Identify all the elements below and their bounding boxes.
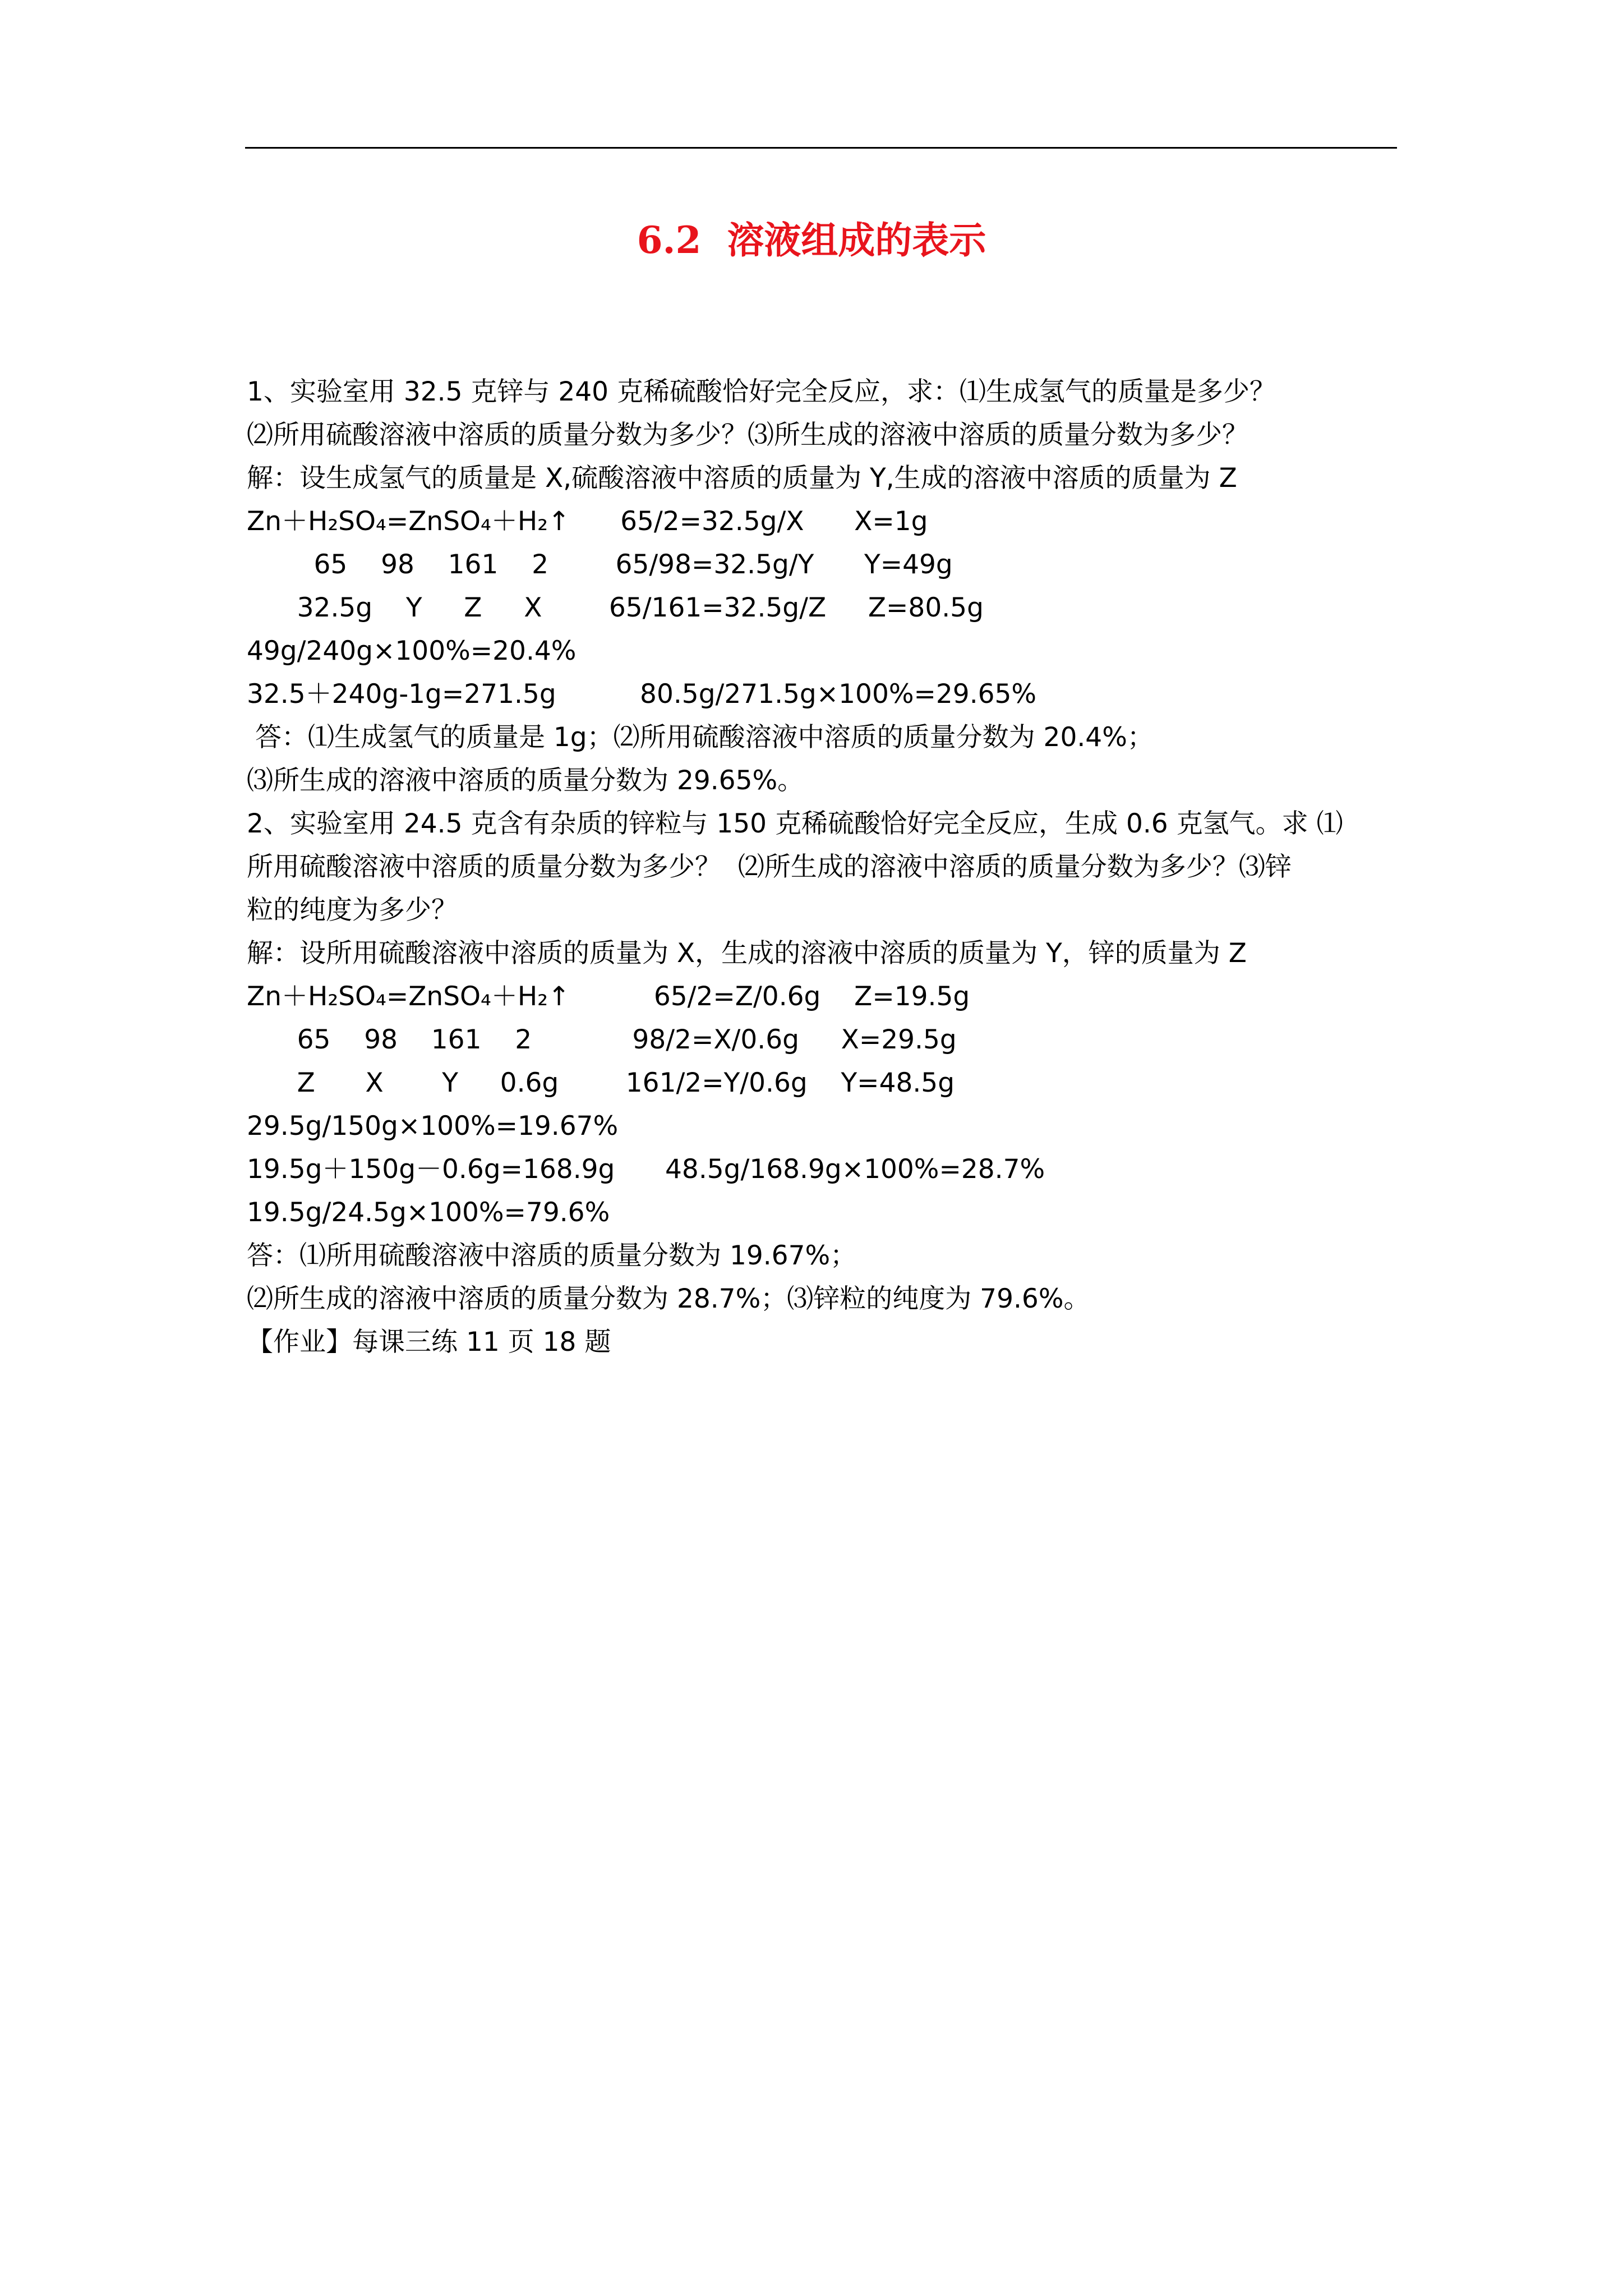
document-body xyxy=(247,370,1402,1364)
answer-line: ⑵所生成的溶液中溶质的质量分数为 28.7%；⑶锌粒的纯度为 79.6%。 xyxy=(247,1283,1090,1314)
text-line: 粒的纯度为多少？ xyxy=(247,895,458,926)
calc-line: 29.5g/150g×100%=19.67% xyxy=(247,1111,619,1142)
homework-line: 【作业】每课三练 11 页 18 题 xyxy=(247,1327,611,1358)
equation-line: 32.5g Y Z X 65/161=32.5g/Z Z=80.5g xyxy=(247,592,984,623)
calc-line: 49g/240g×100%=20.4% xyxy=(247,636,577,666)
answer-line: ⑶所生成的溶液中溶质的质量分数为 29.65%。 xyxy=(247,765,804,796)
calc-line: 19.5g/24.5g×100%=79.6% xyxy=(247,1197,610,1228)
answer-line: 答：⑴生成氢气的质量是 1g；⑵所用硫酸溶液中溶质的质量分数为 20.4%； xyxy=(247,722,1154,753)
equation-line: Zn＋H₂SO₄=ZnSO₄＋H₂↑ 65/2=32.5g/X X=1g xyxy=(247,506,928,537)
equation-line: 65 98 161 2 98/2=X/0.6g X=29.5g xyxy=(247,1024,957,1055)
text-line: 1、实验室用 32.5 克锌与 240 克稀硫酸恰好完全反应，求：⑴生成氢气的质量是多少？ xyxy=(247,376,1276,407)
answer-line: 答：⑴所用硫酸溶液中溶质的质量分数为 19.67%； xyxy=(247,1240,857,1271)
equation-line: Z X Y 0.6g 161/2=Y/0.6g Y=48.5g xyxy=(247,1068,955,1098)
calc-line: 19.5g＋150g－0.6g=168.9g 48.5g/168.9g×100%=28.7% xyxy=(247,1154,1045,1185)
text-line: 解：设生成氢气的质量是 X,硫酸溶液中溶质的质量为 Y,生成的溶液中溶质的质量为 Z xyxy=(247,463,1237,494)
text-line: 解：设所用硫酸溶液中溶质的质量为 X，生成的溶液中溶质的质量为 Y，锌的质量为 Z xyxy=(247,938,1247,969)
equation-line: Zn＋H₂SO₄=ZnSO₄＋H₂↑ 65/2=Z/0.6g Z=19.5g xyxy=(247,981,970,1012)
header-rule xyxy=(245,147,1397,149)
equation-line: 65 98 161 2 65/98=32.5g/Y Y=49g xyxy=(247,549,953,580)
text-line: ⑵所用硫酸溶液中溶质的质量分数为多少？⑶所生成的溶液中溶质的质量分数为多少？ xyxy=(247,420,1248,450)
text-line: 2、实验室用 24.5 克含有杂质的锌粒与 150 克稀硫酸恰好完全反应，生成 0.6 克氢气。求 ⑴ xyxy=(247,808,1343,839)
page-title: 6.2 溶液组成的表示 xyxy=(637,218,986,262)
text-line: 所用硫酸溶液中溶质的质量分数为多少？ ⑵所生成的溶液中溶质的质量分数为多少？⑶锌 xyxy=(247,852,1292,882)
calc-line: 32.5＋240g-1g=271.5g 80.5g/271.5g×100%=29.65% xyxy=(247,679,1037,710)
